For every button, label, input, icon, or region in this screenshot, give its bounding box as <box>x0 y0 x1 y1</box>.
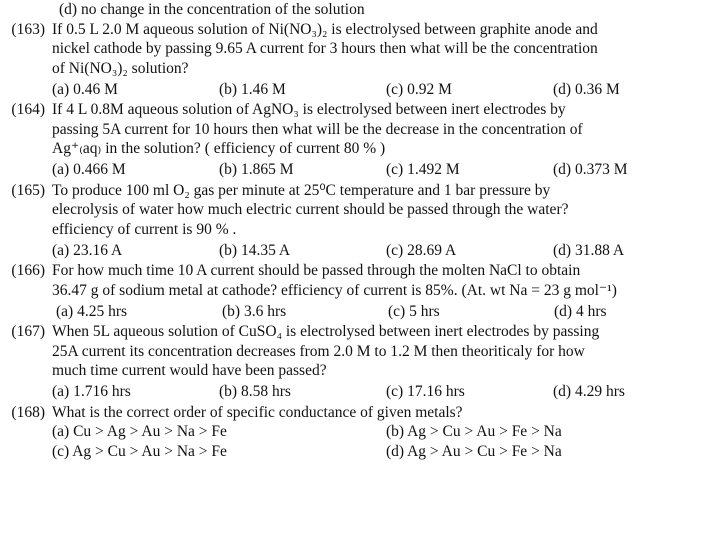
question-number: (165) <box>11 181 45 199</box>
question-167 <box>0 322 720 402</box>
option-d[interactable]: (d) 4.29 hrs <box>553 383 625 400</box>
option-c[interactable]: (c) Ag > Cu > Au > Na > Fe <box>52 442 227 460</box>
option-d[interactable]: (d) 31.88 A <box>553 241 625 259</box>
question-164 <box>0 100 720 180</box>
question-163 <box>0 20 720 100</box>
option-c[interactable]: (c) 5 hrs <box>388 302 440 320</box>
question-stem-line: efficiency of current is 90 % . <box>52 220 237 238</box>
option-d[interactable]: (d) 4 hrs <box>554 302 607 320</box>
question-165 <box>0 181 720 261</box>
answer-options-row-2 <box>52 442 720 462</box>
question-number: (168) <box>11 403 45 421</box>
option-a[interactable]: (a) 4.25 hrs <box>56 302 128 320</box>
question-number: (163) <box>11 20 45 38</box>
question-stem-line: 36.47 g of sodium metal at cathode? efficiency of current is 85%. (At. wt Na = 23 g mol⁻¹) <box>52 281 617 299</box>
option-a[interactable]: (a) Cu > Ag > Au > Na > Fe <box>52 423 227 440</box>
option-b[interactable]: (b) 8.58 hrs <box>219 383 291 400</box>
option-d[interactable]: (d) Ag > Au > Cu > Fe > Na <box>386 442 562 460</box>
question-stem-line: nickel cathode by passing 9.65 A current for 3 hours then what will be the concentration <box>52 40 598 57</box>
option-d[interactable]: (d) 0.36 M <box>553 80 620 98</box>
question-number: (166) <box>11 262 45 279</box>
answer-options <box>52 80 720 100</box>
question-stem-line: To produce 100 ml O₂ gas per minute at 25⁰C temperature and 1 bar pressure by <box>52 181 551 199</box>
question-number: (164) <box>11 101 45 118</box>
option-c[interactable]: (c) 1.492 M <box>386 161 460 178</box>
question-168 <box>0 403 720 462</box>
question-stem-line: of Ni(NO₃)₂ solution? <box>52 59 189 77</box>
answer-options <box>52 302 720 322</box>
question-number: (167) <box>11 323 45 340</box>
question-stem-line: elecrolysis of water how much electric current should be passed through the water? <box>52 201 569 218</box>
question-stem-line: If 0.5 L 2.0 M aqueous solution of Ni(NO₃)₂ is electrolysed between graphite anode and <box>52 20 598 38</box>
question-stem-line: 25A current its concentration decreases from 2.0 M to 1.2 M then theoriticaly for how <box>52 342 585 360</box>
option-c[interactable]: (c) 0.92 M <box>386 80 452 98</box>
question-166 <box>0 261 720 321</box>
option-a[interactable]: (a) 0.466 M <box>52 161 126 178</box>
question-stem-line: When 5L aqueous solution of CuSO₄ is electrolysed between inert electrodes by passing <box>52 323 600 340</box>
answer-options-row-1 <box>52 422 720 442</box>
answer-options <box>52 382 720 402</box>
option-a[interactable]: (a) 23.16 A <box>52 241 123 259</box>
option-b[interactable]: (b) 1.865 M <box>219 161 294 178</box>
question-stem-line: much time current would have been passed? <box>52 362 327 379</box>
question-stem-line: Ag⁺₍aq₎ in the solution? ( efficiency of current 80 % ) <box>52 140 386 157</box>
option-a[interactable]: (a) 1.716 hrs <box>52 383 131 400</box>
option-d[interactable]: (d) 0.373 M <box>553 161 628 178</box>
option-b[interactable]: (b) 14.35 A <box>219 241 291 259</box>
question-stem-line: passing 5A current for 10 hours then what will be the decrease in the concentration of <box>52 120 583 138</box>
question-stem-line: If 4 L 0.8M aqueous solution of AgNO₃ is electrolysed between inert electrodes by <box>52 101 566 118</box>
option-c[interactable]: (c) 17.16 hrs <box>386 383 465 400</box>
continued-option-line: (d) no change in the concentration of the solution <box>59 1 365 18</box>
option-b[interactable]: (b) 1.46 M <box>219 80 286 98</box>
question-stem-line: What is the correct order of specific conductance of given metals? <box>52 403 463 421</box>
option-b[interactable]: (b) 3.6 hrs <box>222 302 287 320</box>
option-a[interactable]: (a) 0.46 M <box>52 80 118 98</box>
option-c[interactable]: (c) 28.69 A <box>386 241 457 259</box>
option-b[interactable]: (b) Ag > Cu > Au > Fe > Na <box>386 423 562 440</box>
answer-options <box>52 160 720 180</box>
answer-options <box>52 241 720 261</box>
question-stem-line: For how much time 10 A current should be passed through the molten NaCl to obtain <box>52 262 581 279</box>
